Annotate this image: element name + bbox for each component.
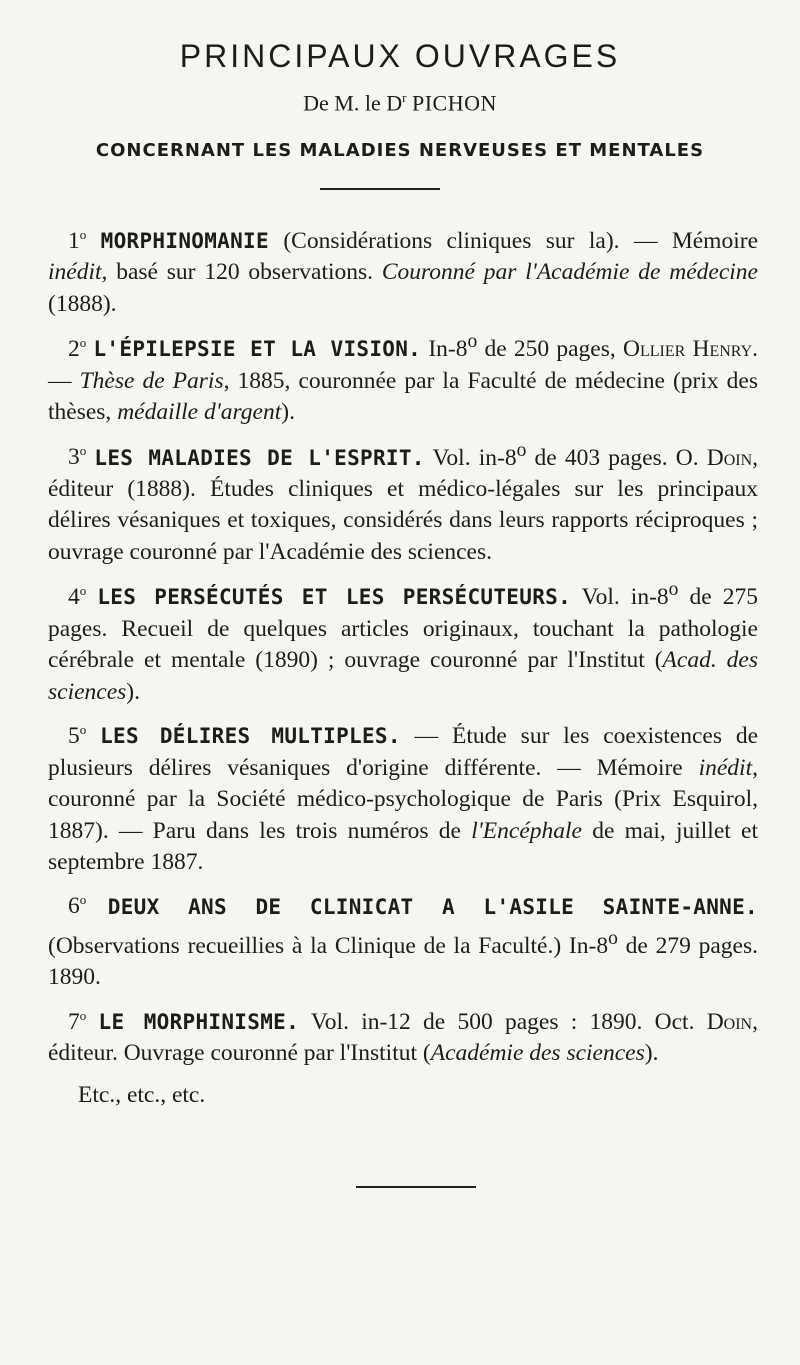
entry-title: DEUX ANS DE CLINICAT A L'ASILE SAINTE-ANNE.	[107, 894, 758, 919]
entry-italic: l'Encéphale	[471, 817, 582, 844]
work-entry-4	[48, 574, 758, 708]
entry-text: , éditeur. Ouvrage couronné par l'Institut (	[48, 1008, 758, 1067]
entry-text: Vol. in-8	[571, 584, 669, 611]
entry-title: L'ÉPILEPSIE ET LA VISION.	[93, 337, 422, 362]
entry-text: ).	[281, 399, 295, 426]
entry-text: — Étude sur les coexistences de plusieurs délires vésaniques d'origine différente. — Mémoire	[48, 723, 758, 781]
entry-smallcaps: Doin	[706, 1008, 753, 1035]
entry-text: de 279 pages. 1890.	[48, 932, 759, 991]
work-entry-3	[48, 435, 758, 569]
entry-text: ).	[644, 1040, 659, 1067]
divider-top	[320, 188, 440, 190]
entry-number: 6$^o$	[68, 892, 87, 920]
entry-text: de 275 pages. Recueil de quelques articles originaux, touchant la pathologie cérébrale et mentale (1890) ; ouvrage couronné par l'Institut (	[48, 584, 759, 674]
work-entry-1	[48, 219, 758, 320]
entry-title: LE MORPHINISME.	[98, 1009, 300, 1034]
entry-number: 5$^o$	[68, 722, 87, 750]
etc-line: Etc., etc., etc.	[78, 1081, 206, 1108]
entry-italic: Acad. des sciences	[48, 647, 758, 705]
entry-text: . —	[48, 336, 759, 394]
entry-number: 7$^o$	[68, 1007, 87, 1035]
entry-text: Vol. in-8	[424, 444, 517, 471]
entry-italic: inédit	[698, 754, 753, 781]
entry-text: de mai, juillet et septembre 1887.	[48, 817, 758, 876]
author-name: PICHON	[411, 90, 497, 116]
entry-number: 3$^o$	[68, 443, 87, 471]
entry-text: (Observations recueillies à la Clinique de la Faculté.) In-8	[48, 932, 609, 959]
entry-text: Vol. in-12 de 500 pages : 1890. Oct.	[299, 1008, 707, 1035]
works-list	[48, 219, 758, 1117]
entry-text: , 1885, couronnée par la Faculté de médecine (prix des thèses,	[48, 367, 759, 426]
entry-title: LES MALADIES DE L'ESPRIT.	[94, 445, 425, 470]
entry-text: de 403 pages. O.	[526, 444, 707, 471]
entry-text: ).	[126, 678, 140, 705]
entry-italic: inédit	[48, 259, 102, 286]
byline-prefix: De M. le D	[303, 90, 403, 116]
entry-title: MORPHINOMANIE	[100, 228, 269, 253]
subtitle: CONCERNANT LES MALADIES NERVEUSES ET MENTALES	[95, 140, 705, 161]
entry-text: , couronné par la Société médico-psychologique de Paris (Prix Esquirol, 1887). — Paru dans les trois numéros de	[48, 754, 758, 844]
entry-text: , éditeur (1888). Études cliniques et médico-légales sur les principaux délires vésaniques et toxiques, considérés dans leurs rapports réciproques ; ouvrage couronné par l'Académie des sciences.	[48, 444, 759, 565]
entry-text: (1888).	[48, 290, 117, 317]
entry-italic: Académie des sciences	[430, 1040, 645, 1067]
entry-text: de 250 pages,	[477, 336, 623, 363]
divider-bottom	[356, 1186, 476, 1188]
work-entry-2	[48, 326, 758, 428]
entry-number: 4$^o$	[68, 583, 87, 611]
degree-mark: o	[608, 927, 618, 949]
degree-mark: o	[467, 331, 478, 353]
entry-title: LES PERSÉCUTÉS ET LES PERSÉCUTEURS.	[97, 585, 572, 610]
entry-number: 1$^o$	[68, 227, 87, 254]
entry-italic: Couronné par l'Académie de médecine	[381, 259, 758, 286]
entry-text: In-8	[421, 336, 468, 363]
degree-mark: o	[516, 439, 527, 461]
entry-smallcaps: Doin	[706, 444, 753, 471]
work-entry-6	[48, 885, 758, 994]
degree-mark: o	[668, 579, 679, 601]
work-entry-5	[48, 714, 758, 878]
entry-smallcaps: Ollier Henry	[622, 336, 753, 363]
entry-title: LES DÉLIRES MULTIPLES.	[100, 724, 401, 749]
entry-italic: Thèse de Paris	[79, 367, 224, 394]
work-entry-7	[48, 1000, 758, 1070]
entry-text: , basé sur 120 observations.	[101, 259, 382, 286]
entry-text: (Considérations cliniques sur la). — Mémoire	[268, 227, 758, 254]
author-byline	[0, 90, 800, 116]
byline-superscript: r	[402, 90, 407, 105]
entry-number: 2$^o$	[68, 335, 87, 363]
entry-italic: médaille d'argent	[117, 399, 282, 426]
page-title: PRINCIPAUX OUVRAGES	[179, 38, 621, 74]
